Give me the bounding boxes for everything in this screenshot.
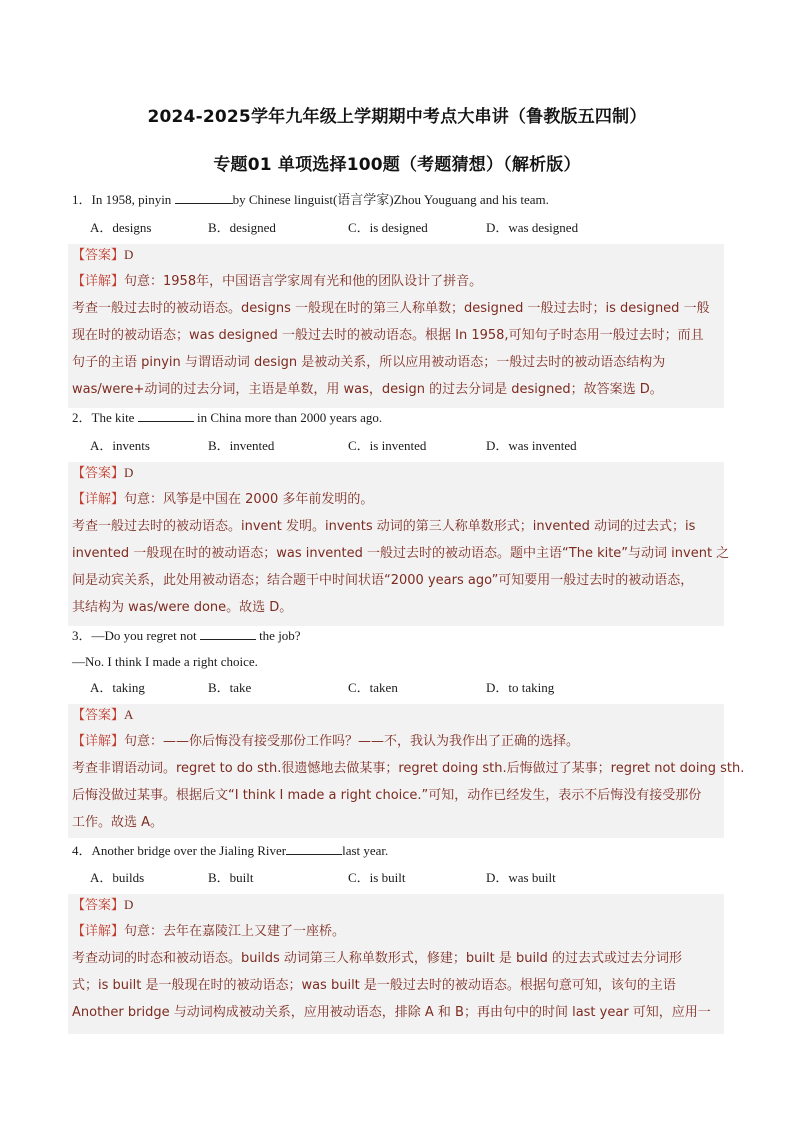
option-a: A．invents bbox=[90, 438, 150, 453]
options-row bbox=[90, 220, 730, 236]
option-c: C．taken bbox=[348, 680, 398, 695]
option-c: C．is designed bbox=[348, 220, 428, 235]
detail-block: 【详解】句意：去年在嘉陵江上又建了一座桥。 考查动词的时态和被动语态。builds 动词第三人称单数形式，修建；built 是 build 的过去式或过去分词形 式；is built 是一般现在时的被动语态；was built 是一般过去时的被动语态。根据句意可知，该句的主语 Another bridge 与动词构成被动关系，应用被动语态，排除 A 和 B；再由句中的时间 last year 可知，应用一 bbox=[72, 924, 711, 1020]
options-row bbox=[90, 870, 730, 886]
answer-line: 【答案】D bbox=[72, 465, 134, 481]
question-stem-line2: —No. I think I made a right choice. bbox=[72, 654, 258, 669]
option-d: D．to taking bbox=[486, 680, 555, 695]
option-d: D．was built bbox=[486, 870, 556, 885]
option-a: A．designs bbox=[90, 220, 152, 235]
option-d: D．was invented bbox=[486, 438, 577, 453]
options-row bbox=[90, 680, 730, 696]
answer-line: 【答案】D bbox=[72, 897, 134, 913]
option-b: B．built bbox=[208, 870, 254, 885]
detail-block: 【详解】句意：风筝是中国在 2000 多年前发明的。 考查一般过去时的被动语态。invent 发明。invents 动词的第三人称单数形式；invented 动词的过去式；is invented 一般现在时的被动语态；was invented 一般过去时的被动语态。题中主语“The kite”与动词 invent 之 间是动宾关系，此处用被动语态；结合题干中时间状语“2000 years ago”可知要用一般过去时的被动语态， 其结构为 was/were done。故选 D。 bbox=[72, 492, 730, 615]
answer-blank bbox=[200, 628, 256, 640]
document-title: 2024-2025学年九年级上学期期中考点大串讲（鲁教版五四制） bbox=[147, 107, 647, 127]
question-stem: 1．In 1958, pinyin by Chinese linguist(语言学家)Zhou Youguang and his team. bbox=[72, 192, 549, 207]
option-a: A．taking bbox=[90, 680, 145, 695]
document-subtitle: 专题01 单项选择100题（考题猜想）（解析版） bbox=[213, 155, 581, 175]
option-b: B．invented bbox=[208, 438, 275, 453]
option-c: C．is built bbox=[348, 870, 406, 885]
option-b: B．designed bbox=[208, 220, 276, 235]
option-b: B．take bbox=[208, 680, 252, 695]
question-stem: 3．—Do you regret not the job? bbox=[72, 628, 301, 643]
answer-blank bbox=[138, 410, 194, 422]
detail-block: 【详解】句意：1958年，中国语言学家周有光和他的团队设计了拼音。 考查一般过去时的被动语态。designs 一般现在时的第三人称单数；designed 一般过去时；is designed 一般 现在时的被动语态；was designed 一般过去时的被动语态。根据 In 1958,可知句子时态用一般过去时；而且 句子的主语 pinyin 与谓语动词 design 是被动关系，所以应用被动语态；一般过去时的被动语态结构为 was/were+动词的过去分词，主语是单数，用 was，design 的过去分词是 designed；故答案选 D。 bbox=[72, 274, 710, 397]
detail-block: 【详解】句意：——你后悔没有接受那份工作吗？——不，我认为我作出了正确的选择。 考查非谓语动词。regret to do sth.很遗憾地去做某事；regret doing sth.后悔做过了某事；regret not doing sth. 后悔没做过某事。根据后文“I think I made a right choice.”可知，动作已经发生，表示不后悔没有接受那份 工作。故选 A。 bbox=[72, 734, 745, 830]
answer-line: 【答案】A bbox=[72, 707, 134, 723]
option-c: C．is invented bbox=[348, 438, 427, 453]
option-d: D．was designed bbox=[486, 220, 579, 235]
options-row bbox=[90, 438, 730, 454]
answer-blank bbox=[175, 192, 233, 204]
answer-line: 【答案】D bbox=[72, 247, 134, 263]
question-stem: 4．Another bridge over the Jialing River last year. bbox=[72, 843, 389, 858]
option-a: A．builds bbox=[90, 870, 145, 885]
question-stem: 2．The kite in China more than 2000 years ago. bbox=[72, 410, 383, 425]
answer-blank bbox=[286, 843, 342, 855]
